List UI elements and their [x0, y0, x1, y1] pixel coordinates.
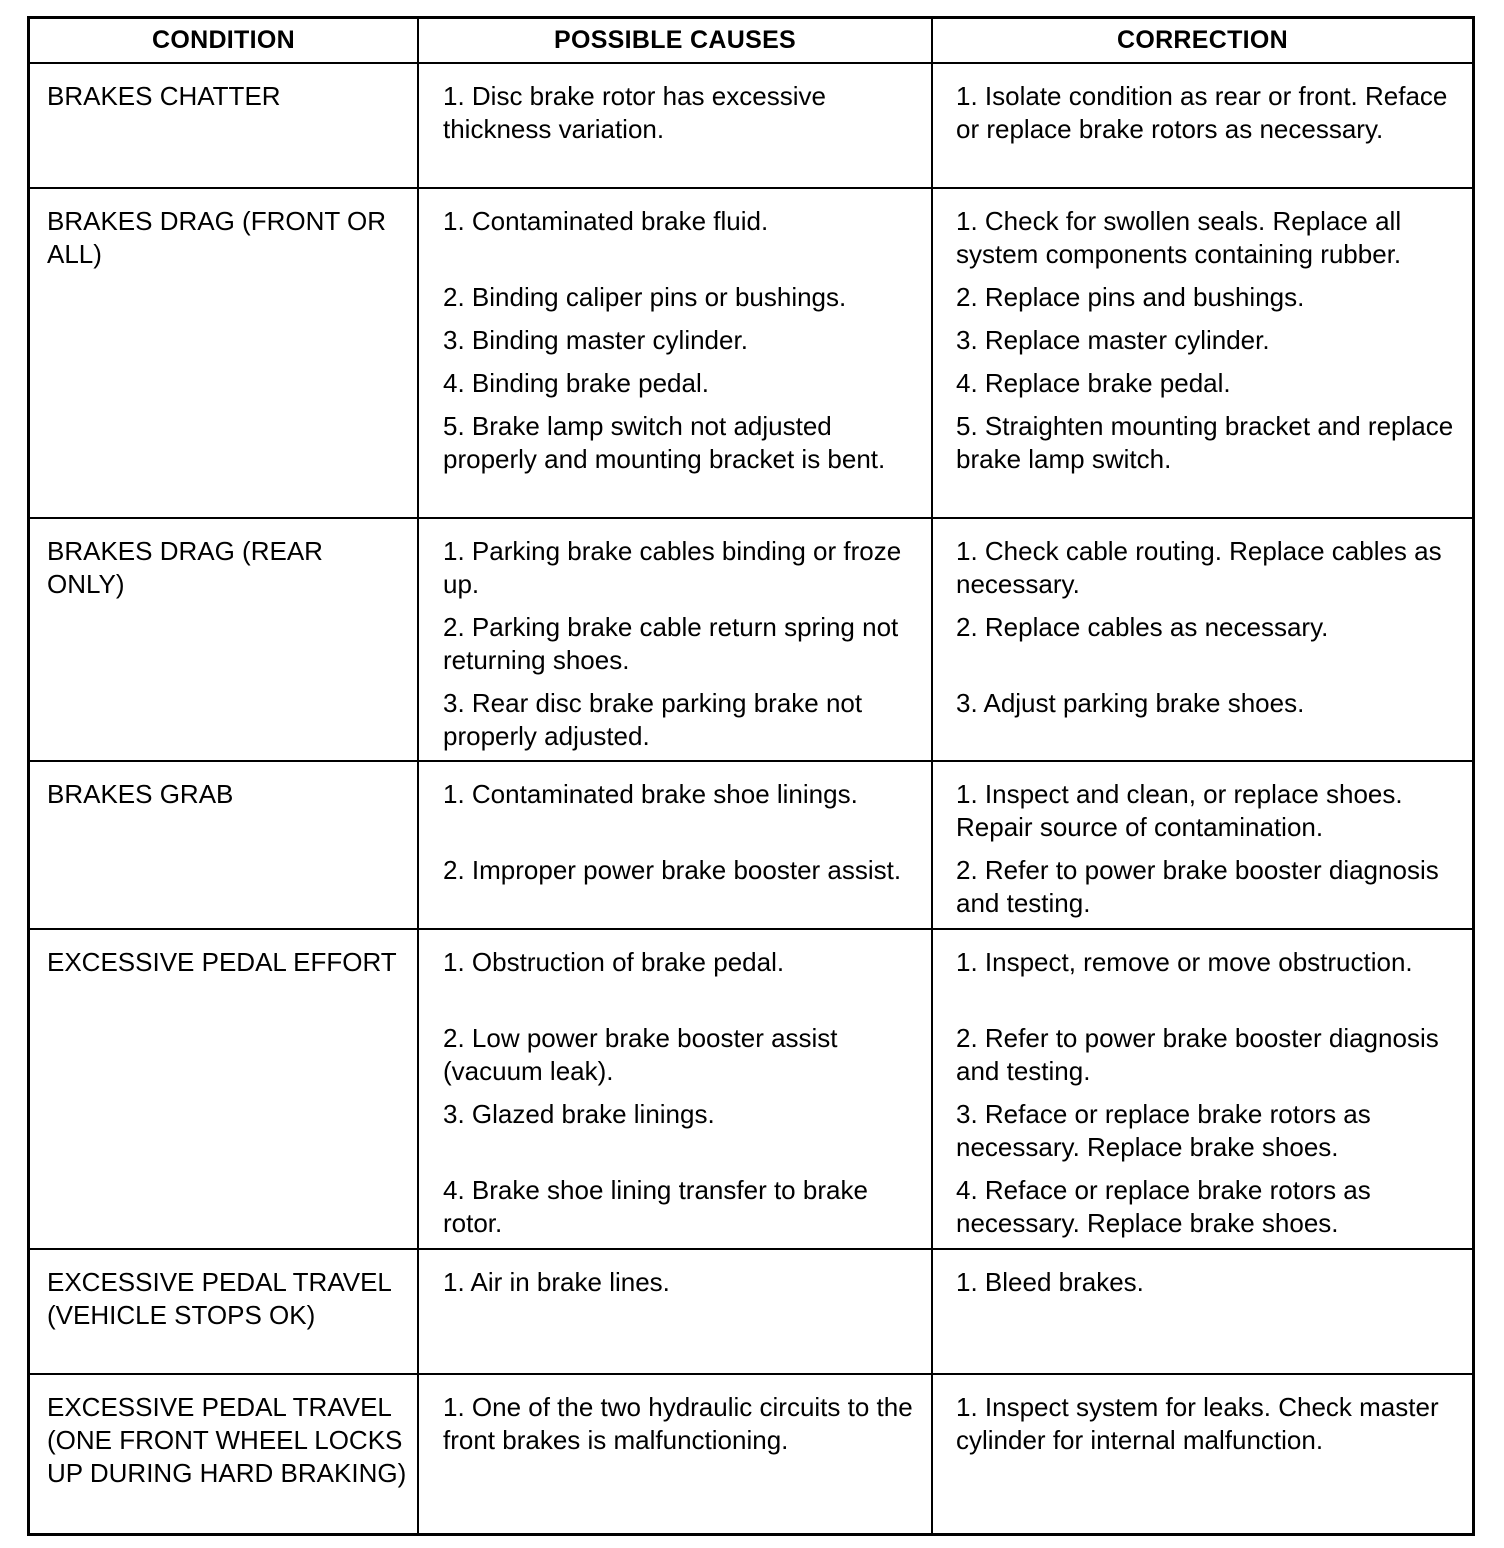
- causes-cell: [419, 762, 933, 928]
- table-row: [30, 930, 1472, 1250]
- table-row: [30, 1375, 1472, 1533]
- correction-cell: [933, 64, 1472, 187]
- causes-cell: [419, 930, 933, 1248]
- condition-cell: EXCESSIVE PEDAL TRAVEL (ONE FRONT WHEEL LOCKS UP DURING HARD BRAKING): [30, 1375, 419, 1533]
- correction-cell: [933, 189, 1472, 517]
- correction-item: 1. Bleed brakes.: [956, 1267, 1144, 1297]
- correction-cell: [933, 1250, 1472, 1373]
- diagnosis-table: [27, 16, 1475, 1536]
- causes-header: POSSIBLE CAUSES: [419, 19, 933, 62]
- correction-header: CORRECTION: [1116, 26, 1289, 54]
- cause-item: 2. Low power brake booster assist (vacuum leak).: [443, 1023, 838, 1086]
- cause-item: 1. Disc brake rotor has excessive thickness variation.: [443, 81, 826, 144]
- correction-item: 2. Replace pins and bushings.: [956, 282, 1305, 312]
- correction-cell: [933, 762, 1472, 928]
- condition-cell: BRAKES DRAG (REAR ONLY): [30, 519, 419, 760]
- cause-item: 1. One of the two hydraulic circuits to the front brakes is malfunctioning.: [443, 1392, 913, 1455]
- correction-item: 4. Replace brake pedal.: [956, 368, 1231, 398]
- correction-item: 2. Replace cables as necessary.: [956, 612, 1329, 642]
- correction-item: 3. Replace master cylinder.: [956, 325, 1270, 355]
- correction-cell: [933, 1375, 1472, 1533]
- correction-item: 1. Check cable routing. Replace cables as necessary.: [956, 536, 1442, 599]
- condition-cell: BRAKES CHATTER: [30, 64, 419, 187]
- correction-item: 3. Reface or replace brake rotors as necessary. Replace brake shoes.: [956, 1099, 1371, 1162]
- correction-item: 1. Isolate condition as rear or front. Reface or replace brake rotors as necessary.: [956, 81, 1448, 144]
- condition-cell: BRAKES DRAG (FRONT OR ALL): [30, 189, 419, 517]
- correction-item: 1. Inspect system for leaks. Check master cylinder for internal malfunction.: [956, 1392, 1439, 1455]
- table-row: [30, 189, 1472, 519]
- condition-header: CONDITION: [30, 19, 419, 62]
- cause-item: 4. Brake shoe lining transfer to brake rotor.: [443, 1175, 868, 1238]
- cause-item: 1. Obstruction of brake pedal.: [443, 947, 785, 977]
- cause-item: 1. Parking brake cables binding or froze up.: [443, 536, 902, 599]
- correction-item: 3. Adjust parking brake shoes.: [956, 688, 1305, 718]
- cause-item: 4. Binding brake pedal.: [443, 368, 709, 398]
- condition-cell: EXCESSIVE PEDAL TRAVEL (VEHICLE STOPS OK): [30, 1250, 419, 1373]
- condition-cell: BRAKES GRAB: [30, 762, 419, 928]
- correction-cell: [933, 519, 1472, 760]
- table-row: [30, 1250, 1472, 1375]
- condition-cell: EXCESSIVE PEDAL EFFORT: [30, 930, 419, 1248]
- cause-item: 2. Parking brake cable return spring not returning shoes.: [443, 612, 899, 675]
- correction-item: 5. Straighten mounting bracket and replace brake lamp switch.: [956, 411, 1454, 474]
- correction-item: 2. Refer to power brake booster diagnosis and testing.: [956, 855, 1439, 918]
- causes-cell: [419, 1250, 933, 1373]
- cause-item: 3. Rear disc brake parking brake not properly adjusted.: [443, 688, 863, 751]
- cause-item: 5. Brake lamp switch not adjusted properly and mounting bracket is bent.: [443, 411, 886, 474]
- table-row: [30, 519, 1472, 762]
- cause-item: 1. Contaminated brake fluid.: [443, 206, 769, 236]
- cause-item: 2. Binding caliper pins or bushings.: [443, 282, 847, 312]
- causes-cell: [419, 1375, 933, 1533]
- causes-cell: [419, 519, 933, 760]
- causes-cell: [419, 189, 933, 517]
- cause-item: 1. Contaminated brake shoe linings.: [443, 779, 858, 809]
- cause-item: 3. Glazed brake linings.: [443, 1099, 715, 1129]
- causes-cell: [419, 64, 933, 187]
- table-row: [30, 762, 1472, 930]
- correction-item: 1. Inspect, remove or move obstruction.: [956, 947, 1413, 977]
- correction-cell: [933, 930, 1472, 1248]
- correction-item: 2. Refer to power brake booster diagnosis and testing.: [956, 1023, 1439, 1086]
- cause-item: 3. Binding master cylinder.: [443, 325, 748, 355]
- table-header: [30, 19, 1472, 64]
- table-row: [30, 64, 1472, 189]
- cause-item: 2. Improper power brake booster assist.: [443, 855, 902, 885]
- correction-item: 1. Check for swollen seals. Replace all system components containing rubber.: [956, 206, 1402, 269]
- cause-item: 1. Air in brake lines.: [443, 1267, 670, 1297]
- correction-item: 1. Inspect and clean, or replace shoes. Repair source of contamination.: [956, 779, 1403, 842]
- correction-item: 4. Reface or replace brake rotors as necessary. Replace brake shoes.: [956, 1175, 1371, 1238]
